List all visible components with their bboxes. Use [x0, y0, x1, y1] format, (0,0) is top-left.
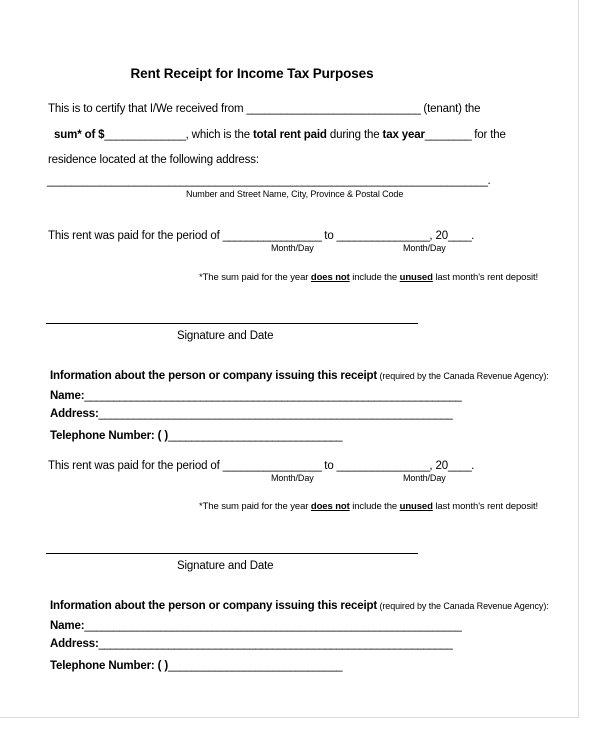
sum-label: sum* of $ — [54, 129, 105, 141]
footnote-unused-1: unused — [399, 272, 433, 283]
certify-text-part2: (tenant) the — [420, 103, 481, 115]
period-to-caption-2: Month/Day — [403, 473, 446, 483]
issuer-heading-1 — [50, 370, 549, 383]
period-line-2 — [48, 460, 474, 473]
footnote-part1-1: The sum paid for the year — [202, 272, 311, 283]
footnote-part2-2: include the — [349, 501, 400, 512]
issuer-phone-close-1: ) — [164, 430, 169, 442]
total-rent-paid-label: total rent paid — [253, 129, 327, 141]
footnote-part3-2: last month's rent deposit! — [432, 501, 539, 512]
address-caption: Number and Street Name, City, Province & Postal Code — [186, 189, 404, 199]
issuer-address-row-2 — [50, 638, 452, 651]
period-suffix-1: . — [471, 230, 475, 242]
issuer-name-label-2: Name: — [50, 620, 85, 632]
issuer-name-blank-1[interactable]: _________________________________________________________________ — [84, 390, 462, 402]
period-to-caption-1: Month/Day — [403, 243, 446, 253]
issuer-phone-close-2: ) — [164, 660, 169, 672]
certify-text-part4: during the — [326, 129, 383, 141]
signature-caption-2: Signature and Date — [177, 560, 274, 572]
period-year-prefix-2: , 20 — [429, 460, 448, 472]
issuer-phone-blank-1[interactable]: ______________________________ — [168, 430, 342, 442]
issuer-address-row-1 — [50, 408, 452, 421]
period-from-blank-1[interactable]: _________________ — [222, 230, 322, 242]
footnote-part1-2: The sum paid for the year — [202, 501, 311, 512]
footnote-1 — [199, 272, 538, 283]
period-prefix-1: This rent was paid for the period of — [48, 230, 223, 242]
footnote-star-1: * — [199, 272, 203, 283]
period-line-1 — [48, 230, 474, 243]
issuer-address-label-2: Address: — [50, 638, 99, 650]
issuer-phone-label-1: Telephone Number: ( — [50, 430, 162, 442]
issuer-name-blank-2[interactable]: _________________________________________________________________ — [84, 620, 462, 632]
period-to-blank-2[interactable]: ________________ — [336, 460, 430, 472]
certify-line-2 — [54, 129, 506, 142]
issuer-name-row-1 — [50, 390, 461, 403]
issuer-address-blank-1[interactable]: _____________________________________________________________ — [98, 408, 453, 420]
issuer-name-row-2 — [50, 620, 461, 633]
period-suffix-2: . — [471, 460, 475, 472]
issuer-heading-bold-2: Information about the person or company issuing this receipt — [50, 600, 378, 612]
certify-text-part3: , which is the — [185, 129, 253, 141]
issuer-phone-row-2 — [50, 660, 342, 673]
page-title: Rent Receipt for Income Tax Purposes — [130, 66, 374, 81]
tenant-name-blank[interactable]: ______________________________ — [246, 103, 421, 115]
period-year-blank-2[interactable]: ____ — [447, 460, 472, 472]
issuer-heading-paren-2: (required by the Canada Revenue Agency): — [377, 601, 549, 611]
issuer-heading-bold-1: Information about the person or company issuing this receipt — [50, 370, 378, 382]
tax-year-blank[interactable]: ________ — [424, 129, 472, 141]
footnote-part3-1: last month's rent deposit! — [432, 272, 539, 283]
period-from-blank-2[interactable]: _________________ — [222, 460, 322, 472]
address-blank[interactable]: ____________________________________________________________________________. — [47, 175, 491, 187]
footnote-does-not-1: does not — [310, 272, 350, 283]
sum-amount-blank[interactable]: ______________ — [104, 129, 186, 141]
issuer-heading-paren-1: (required by the Canada Revenue Agency): — [377, 371, 549, 381]
period-year-prefix-1: , 20 — [429, 230, 448, 242]
period-from-caption-2: Month/Day — [271, 473, 314, 483]
period-prefix-2: This rent was paid for the period of — [48, 460, 223, 472]
issuer-phone-label-2: Telephone Number: ( — [50, 660, 162, 672]
certify-line-3: residence located at the following address: — [48, 154, 259, 166]
issuer-address-blank-2[interactable]: _____________________________________________________________ — [98, 638, 453, 650]
certify-line-1 — [48, 103, 480, 116]
period-to-text-2: to — [321, 460, 337, 472]
issuer-name-label-1: Name: — [50, 390, 85, 402]
signature-caption-1: Signature and Date — [177, 330, 274, 342]
issuer-phone-blank-2[interactable]: ______________________________ — [168, 660, 342, 672]
certify-text-part5: for the — [471, 129, 506, 141]
period-from-caption-1: Month/Day — [271, 243, 314, 253]
signature-blank-1[interactable] — [46, 323, 418, 324]
footnote-star-2: * — [199, 501, 203, 512]
footnote-unused-2: unused — [399, 501, 433, 512]
period-to-blank-1[interactable]: ________________ — [336, 230, 430, 242]
issuer-heading-2 — [50, 600, 549, 613]
footnote-2 — [199, 501, 538, 512]
footnote-part2-1: include the — [349, 272, 400, 283]
period-year-blank-1[interactable]: ____ — [447, 230, 472, 242]
tax-year-label: tax year — [382, 129, 425, 141]
period-to-text-1: to — [321, 230, 337, 242]
issuer-address-label-1: Address: — [50, 408, 99, 420]
issuer-phone-row-1 — [50, 430, 342, 443]
footnote-does-not-2: does not — [310, 501, 350, 512]
signature-blank-2[interactable] — [46, 553, 418, 554]
certify-text-part1: This is to certify that I/We received from — [48, 103, 247, 115]
